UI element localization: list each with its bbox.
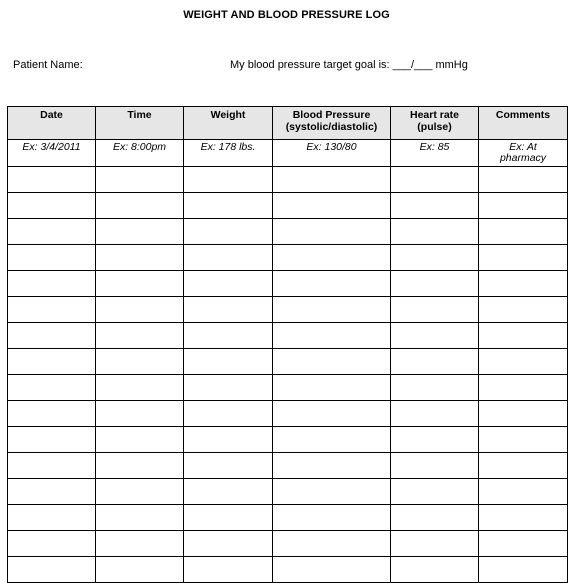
blank-heart-rate-cell — [391, 401, 479, 427]
blank-time-cell — [96, 401, 184, 427]
blank-heart-rate-cell — [391, 193, 479, 219]
blank-log-row — [8, 375, 568, 401]
blank-blood-pressure-cell — [273, 219, 391, 245]
blank-time-cell — [96, 453, 184, 479]
blank-time-cell — [96, 271, 184, 297]
header-row — [8, 107, 568, 140]
blank-time-cell — [96, 479, 184, 505]
blank-weight-cell — [184, 271, 273, 297]
column-header-time: Time — [96, 107, 184, 140]
column-header-comments: Comments — [479, 107, 568, 140]
example-blood-pressure-cell: Ex: 130/80 — [273, 140, 391, 167]
blank-log-row — [8, 193, 568, 219]
blank-comments-cell — [479, 245, 568, 271]
blank-log-row — [8, 349, 568, 375]
blank-log-row — [8, 427, 568, 453]
blank-weight-cell — [184, 427, 273, 453]
example-date-cell: Ex: 3/4/2011 — [8, 140, 96, 167]
blank-date-cell — [8, 427, 96, 453]
blank-comments-cell — [479, 193, 568, 219]
blank-weight-cell — [184, 531, 273, 557]
blank-comments-cell — [479, 219, 568, 245]
blank-comments-cell — [479, 401, 568, 427]
blank-date-cell — [8, 505, 96, 531]
blank-heart-rate-cell — [391, 323, 479, 349]
column-header-weight: Weight — [184, 107, 273, 140]
blank-weight-cell — [184, 297, 273, 323]
blank-log-row — [8, 505, 568, 531]
blank-log-row — [8, 167, 568, 193]
blank-date-cell — [8, 531, 96, 557]
blank-time-cell — [96, 427, 184, 453]
blank-weight-cell — [184, 505, 273, 531]
blank-heart-rate-cell — [391, 531, 479, 557]
blank-blood-pressure-cell — [273, 375, 391, 401]
blank-weight-cell — [184, 375, 273, 401]
blank-blood-pressure-cell — [273, 271, 391, 297]
blank-comments-cell — [479, 505, 568, 531]
blank-time-cell — [96, 167, 184, 193]
blank-date-cell — [8, 349, 96, 375]
blank-heart-rate-cell — [391, 219, 479, 245]
blank-blood-pressure-cell — [273, 193, 391, 219]
blank-heart-rate-cell — [391, 167, 479, 193]
blank-log-row — [8, 245, 568, 271]
blank-blood-pressure-cell — [273, 557, 391, 583]
blank-log-row — [8, 479, 568, 505]
blank-date-cell — [8, 219, 96, 245]
blank-weight-cell — [184, 557, 273, 583]
example-heart-rate-cell: Ex: 85 — [391, 140, 479, 167]
blank-date-cell — [8, 245, 96, 271]
blank-date-cell — [8, 167, 96, 193]
blank-log-row — [8, 453, 568, 479]
blank-time-cell — [96, 531, 184, 557]
blank-time-cell — [96, 219, 184, 245]
blank-weight-cell — [184, 245, 273, 271]
blank-date-cell — [8, 323, 96, 349]
blank-heart-rate-cell — [391, 427, 479, 453]
blank-heart-rate-cell — [391, 271, 479, 297]
blank-date-cell — [8, 453, 96, 479]
example-row — [8, 140, 568, 167]
blank-blood-pressure-cell — [273, 323, 391, 349]
blank-log-row — [8, 531, 568, 557]
blank-blood-pressure-cell — [273, 245, 391, 271]
blank-date-cell — [8, 271, 96, 297]
blank-blood-pressure-cell — [273, 349, 391, 375]
blank-blood-pressure-cell — [273, 531, 391, 557]
blank-log-row — [8, 557, 568, 583]
column-header-heart-rate: Heart rate (pulse) — [391, 107, 479, 140]
blank-heart-rate-cell — [391, 349, 479, 375]
blank-blood-pressure-cell — [273, 167, 391, 193]
blank-time-cell — [96, 557, 184, 583]
blank-log-row — [8, 219, 568, 245]
blank-date-cell — [8, 557, 96, 583]
blank-date-cell — [8, 479, 96, 505]
blank-time-cell — [96, 323, 184, 349]
blank-weight-cell — [184, 167, 273, 193]
blank-comments-cell — [479, 453, 568, 479]
blank-weight-cell — [184, 349, 273, 375]
patient-name-label: Patient Name: — [13, 59, 83, 71]
blank-weight-cell — [184, 479, 273, 505]
example-time-cell: Ex: 8:00pm — [96, 140, 184, 167]
blank-heart-rate-cell — [391, 505, 479, 531]
blank-comments-cell — [479, 427, 568, 453]
column-header-blood-pressure: Blood Pressure (systolic/diastolic) — [273, 107, 391, 140]
blank-heart-rate-cell — [391, 479, 479, 505]
example-weight-cell: Ex: 178 lbs. — [184, 140, 273, 167]
blank-heart-rate-cell — [391, 375, 479, 401]
blank-comments-cell — [479, 557, 568, 583]
blank-time-cell — [96, 375, 184, 401]
blank-comments-cell — [479, 167, 568, 193]
blank-blood-pressure-cell — [273, 453, 391, 479]
log-table — [7, 106, 568, 583]
blank-heart-rate-cell — [391, 557, 479, 583]
blank-date-cell — [8, 375, 96, 401]
blank-blood-pressure-cell — [273, 427, 391, 453]
blank-blood-pressure-cell — [273, 401, 391, 427]
example-comments-cell: Ex: At pharmacy — [479, 140, 568, 167]
blank-heart-rate-cell — [391, 297, 479, 323]
blank-blood-pressure-cell — [273, 505, 391, 531]
blank-date-cell — [8, 297, 96, 323]
blank-log-row — [8, 323, 568, 349]
blank-comments-cell — [479, 375, 568, 401]
blank-weight-cell — [184, 401, 273, 427]
column-header-date: Date — [8, 107, 96, 140]
blank-weight-cell — [184, 193, 273, 219]
blank-log-row — [8, 401, 568, 427]
blank-date-cell — [8, 401, 96, 427]
blank-log-row — [8, 297, 568, 323]
blank-time-cell — [96, 505, 184, 531]
blank-time-cell — [96, 245, 184, 271]
blank-blood-pressure-cell — [273, 479, 391, 505]
blank-heart-rate-cell — [391, 453, 479, 479]
blank-comments-cell — [479, 297, 568, 323]
blank-comments-cell — [479, 349, 568, 375]
blank-comments-cell — [479, 271, 568, 297]
blank-weight-cell — [184, 219, 273, 245]
page-title: WEIGHT AND BLOOD PRESSURE LOG — [183, 9, 390, 21]
blank-comments-cell — [479, 323, 568, 349]
blank-weight-cell — [184, 453, 273, 479]
blank-weight-cell — [184, 323, 273, 349]
blank-time-cell — [96, 297, 184, 323]
blank-date-cell — [8, 193, 96, 219]
blank-comments-cell — [479, 479, 568, 505]
blank-blood-pressure-cell — [273, 297, 391, 323]
blank-log-row — [8, 271, 568, 297]
blank-time-cell — [96, 193, 184, 219]
blank-heart-rate-cell — [391, 245, 479, 271]
blank-comments-cell — [479, 531, 568, 557]
blank-time-cell — [96, 349, 184, 375]
bp-target-goal-text: My blood pressure target goal is: ___/___ mmHg — [230, 59, 468, 71]
